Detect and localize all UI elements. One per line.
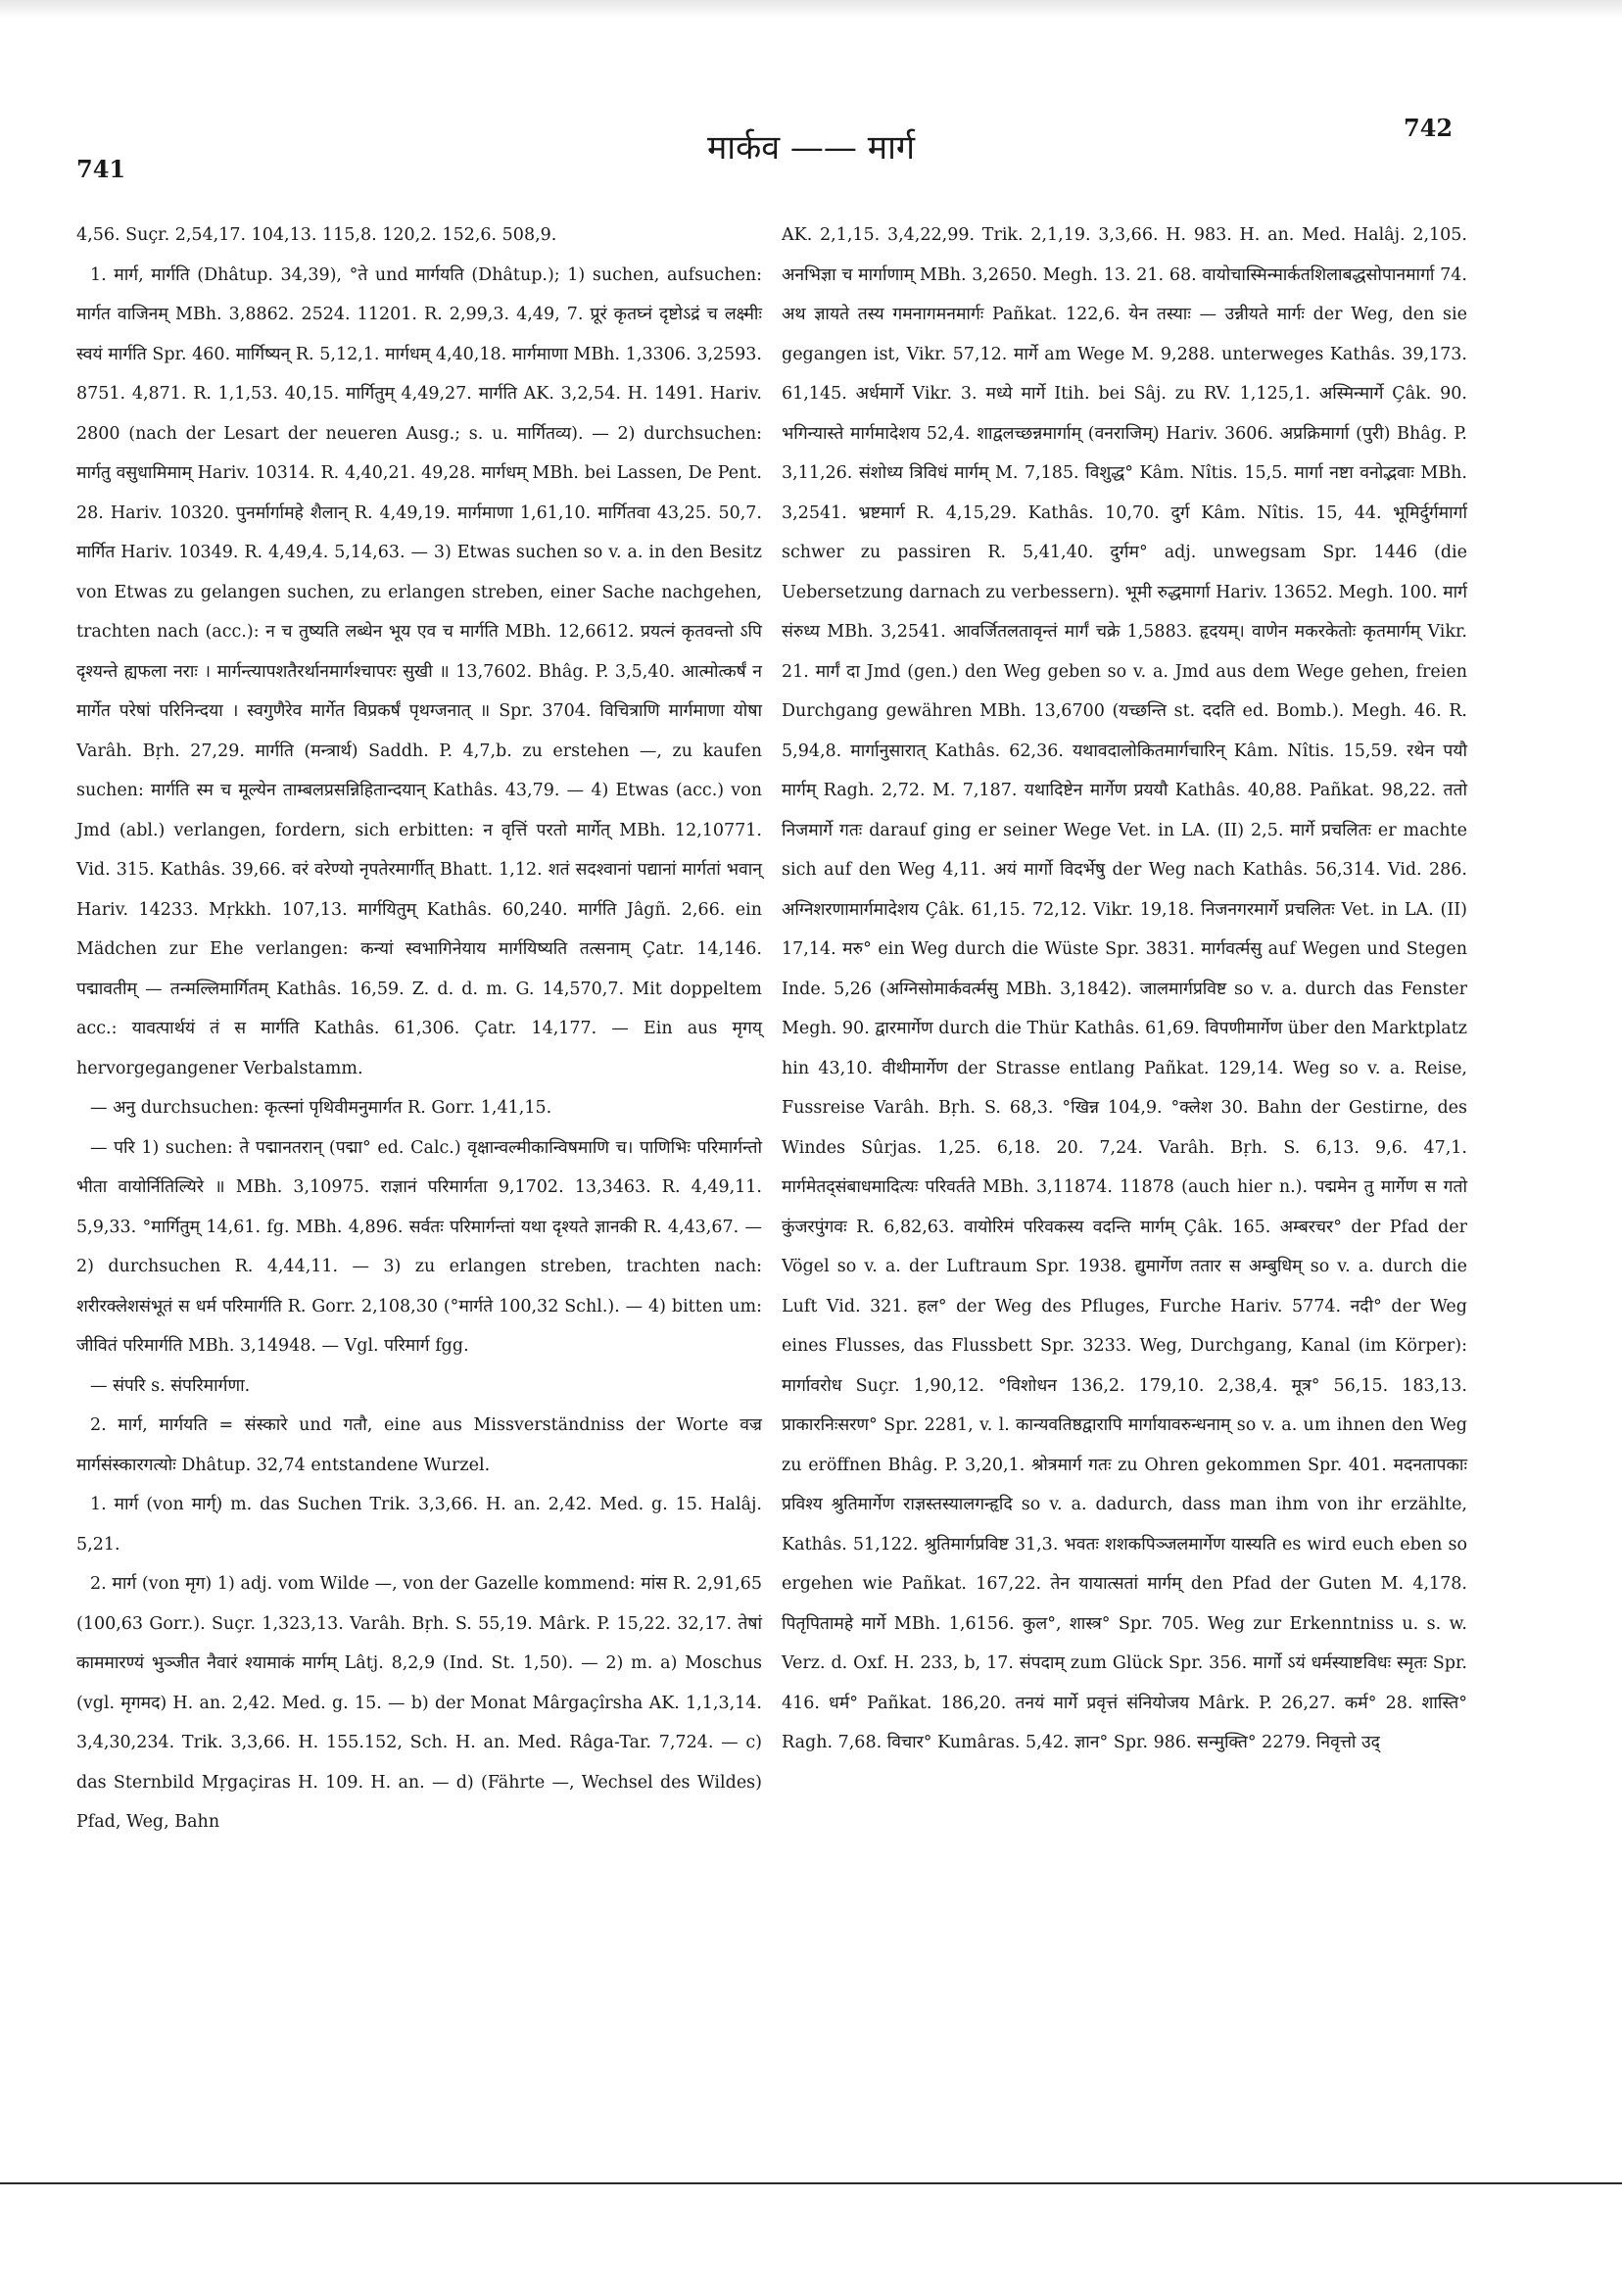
paragraph: 2. मार्ग (von मृग) 1) adj. vom Wilde —, von der Gazelle kommend: मांस R. 2,91,65 (100,63 Gorr.). Suçr. 1,323,13. Varâh. Bṛh. S. 55,19. Mârk. P. 15,22. 32,17. तेषां काममारण्यं भुञ्जीत नैवारं श्यामाकं मार्गम् Lâtj. 8,2,9 (Ind. St. 1,50). — 2) m. a) Moschus (vgl. मृगमद) H. an. 2,42. Med. g. 15. — b) der Monat Mârgaçîrsha AK. 1,1,3,14. 3,4,30,234. Trik. 3,3,66. H. 155.152, Sch. H. an. Med. Râga-Tar. 7,724. — c) das Sternbild Mṛgaçiras H. 109. H. an. — d) (Fährte —, Wechsel des Wildes) Pfad, Weg, Bahn: [76, 1574, 762, 1832]
page-number-left: 741: [76, 155, 126, 183]
paragraph: — संपरि s. संपरिमार्गणा.: [90, 1375, 251, 1396]
paragraph: 1. मार्ग, मार्गति (Dhâtup. 34,39), °ते und मार्गयति (Dhâtup.); 1) suchen, aufsuchen: मार्गत वाजिनम् MBh. 3,8862. 2524. 11201. R. 2,99,3. 4,49, 7. प्रूरं कृतघ्नं दृष्टोऽद्रं च लक्ष्मीः स्वयं मार्गति Spr. 460. मार्गिष्यन् R. 5,12,1. मार्गधम् 4,40,18. मार्गमाणा MBh. 1,3306. 3,2593. 8751. 4,871. R. 1,1,53. 40,15. मार्गितुम् 4,49,27. मार्गति AK. 3,2,54. H. 1491. Hariv. 2800 (nach der Lesart der neueren Ausg.; s. u. मार्गितव्य). — 2) durchsuchen: मार्गतु वसुधामिमाम् Hariv. 10314. R. 4,40,21. 49,28. मार्गधम् MBh. bei Lassen, De Pent. 28. Hariv. 10320. पुनर्मार्गामहे शैलान् R. 4,49,19. मार्गमाणा 1,61,10. मार्गितवा 43,25. 50,7. मार्गित Hariv. 10349. R. 4,49,4. 5,14,63. — 3) Etwas suchen so v. a. in den Besitz von Etwas zu gelangen suchen, zu erlangen streben, einer Sache nachgehen, trachten nach (acc.): न च तुष्यति लब्धेन भूय एव च मार्गति MBh. 12,6612. प्रयत्नं कृतवन्तो ऽपि दृश्यन्ते ह्यफला नराः । मार्गन्त्यापशतैरर्थानमार्गश्चापरः सुखी ॥ 13,7602. Bhâg. P. 3,5,40. आत्मोत्कर्षं न मार्गेत परेषां परिनिन्दया । स्वगुणैरेव मार्गेत विप्रकर्षं पृथग्जनात् ॥ Spr. 3704. विचित्राणि मार्गमाणा योषा Varâh. Bṛh. 27,29. मार्गति (मन्त्रार्थ) Saddh. P. 4,7,b. zu erstehen —, zu kaufen suchen: मार्गति स्म च मूल्येन ताम्बलप्रसन्निहितान्दयान् Kathâs. 43,79. — 4) Etwas (acc.) von Jmd (abl.) verlangen, fordern, sich erbitten: न वृत्तिं परतो मार्गेत् MBh. 12,10771. Vid. 315. Kathâs. 39,66. वरं वरेण्यो नृपतेरमार्गीत् Bhatt. 1,12. शतं सदश्वानां पद्यानां मार्गतां भवान् Hariv. 14233. Mṛkkh. 107,13. मार्गयितुम् Kathâs. 60,240. मार्गति Jâgñ. 2,66. ein Mädchen zur Ehe verlangen: कन्यां स्वभागिनेयाय मार्गयिष्यति तत्सनाम् Çatr. 14,146. पद्मावतीम् — तन्मल्लिमार्गितम् Kathâs. 16,59. Z. d. d. m. G. 14,570,7. Mit doppeltem acc.: यावत्पार्थयं तं स मार्गति Kathâs. 61,306. Çatr. 14,177. — Ein aus मृगय् hervorgegangener Verbalstamm.: [76, 264, 762, 1078]
left-column: [76, 215, 762, 1842]
running-head: मार्कव —— मार्ग: [706, 128, 916, 167]
paragraph: AK. 2,1,15. 3,4,22,99. Trik. 2,1,19. 3,3,66. H. 983. H. an. Med. Halâj. 2,105. अनभिज्ञा च मार्गाणाम् MBh. 3,2650. Megh. 13. 21. 68. वायोचास्मिन्मार्कतशिलाबद्धसोपानमार्गा 74. अथ ज्ञायते तस्य गमनागमनमार्गः Pañkat. 122,6. येन तस्याः — उन्नीयते मार्गः der Weg, den sie gegangen ist, Vikr. 57,12. मार्गे am Wege M. 9,288. unterweges Kathâs. 39,173. 61,145. अर्धमार्गे Vikr. 3. मध्ये मार्गे Itih. bei Sâj. zu RV. 1,125,1. अस्मिन्मार्गे Çâk. 90. भगिन्यास्ते मार्गमादेशय 52,4. शाद्वलच्छन्नमार्गाम् (वनराजिम्) Hariv. 3606. अप्रक्रिमार्गा (पुरी) Bhâg. P. 3,11,26. संशोध्य त्रिविधं मार्गम् M. 7,185. विशुद्ध° Kâm. Nîtis. 15,5. मार्गा नष्टा वनोद्भवाः MBh. 3,2541. भ्रष्टमार्ग R. 4,15,29. Kathâs. 10,70. दुर्ग Kâm. Nîtis. 15, 44. भूमिर्दुर्गमार्गा schwer zu passiren R. 5,41,40. दुर्गम° adj. unwegsam Spr. 1446 (die Uebersetzung darnach zu verbessern). भूमी रुद्धमार्गा Hariv. 13652. Megh. 100. मार्ग संरुध्य MBh. 3,2541. आवर्जितलतावृन्तं मार्गं चक्रे 1,5883. हृदयम्। वाणेन मकरकेतोः कृतमार्गम् Vikr. 21. मार्गं दा Jmd (gen.) den Weg geben so v. a. Jmd aus dem Wege gehen, freien Durchgang gewähren MBh. 13,6700 (यच्छन्ति st. ददति ed. Bomb.). Megh. 46. R. 5,94,8. मार्गानुसारात् Kathâs. 62,36. यथावदालोकितमार्गचारिन् Kâm. Nîtis. 15,59. रथेन पयौ मार्गम् Ragh. 2,72. M. 7,187. यथादिष्टेन मार्गेण प्रययौ Kathâs. 40,88. Pañkat. 98,22. ततो निजमार्गे गतः darauf ging er seiner Wege Vet. in LA. (II) 2,5. मार्गे प्रचलितः er machte sich auf den Weg 4,11. अयं मार्गो विदर्भेषु der Weg nach Kathâs. 56,314. Vid. 286. अग्निशरणामार्गमादेशय Çâk. 61,15. 72,12. Vikr. 19,18. निजनगरमार्गे प्रचलितः Vet. in LA. (II) 17,14. मरु° ein Weg durch die Wüste Spr. 3831. मार्गवर्त्मसु auf Wegen und Stegen Inde. 5,26 (अग्निसोमार्कवर्त्मसु MBh. 3,1842). जालमार्गप्रविष्ट so v. a. durch das Fenster Megh. 90. द्वारमार्गेण durch die Thür Kathâs. 61,69. विपणीमार्गेण über den Marktplatz hin 43,10. वीथीमार्गेण der Strasse entlang Pañkat. 129,14. Weg so v. a. Reise, Fussreise Varâh. Bṛh. S. 68,3. °खिन्न 104,9. °क्लेश 30. Bahn der Gestirne, des Windes Sûrjas. 1,25. 6,18. 20. 7,24. Varâh. Bṛh. S. 6,13. 9,6. 47,1. मार्गमेतद्संबाधमादित्यः परिवर्तते MBh. 3,11874. 11878 (auch hier n.). पद्ममेन तु मार्गेण स गतो कुंजरपुंगवः R. 6,82,63. वायोरिमं परिवकस्य वदन्ति मार्गम् Çâk. 165. अम्बरचर° der Pfad der Vögel so v. a. der Luftraum Spr. 1938. द्युमार्गेण ततार स अम्बुधिम् so v. a. durch die Luft Vid. 321. हल° der Weg des Pfluges, Furche Hariv. 5774. नदी° der Weg eines Flusses, das Flussbett Spr. 3233. Weg, Durchgang, Kanal (im Körper): मार्गावरोध Suçr. 1,90,12. °विशोधन 136,2. 179,10. 2,38,4. मूत्र° 56,15. 183,13. प्राकारनिःसरण° Spr. 2281, v. l. कान्यवतिष्ठद्वारापि मार्गायावरुन्धनाम् so v. a. um ihnen den Weg zu eröffnen Bhâg. P. 3,20,1. श्रोत्रमार्ग गतः zu Ohren gekommen Spr. 401. मदनतापकाः प्रविश्य श्रुतिमार्गेण राज्ञस्तस्यालगन्हृदि so v. a. dadurch, dass man ihm von ihr erzählte, Kathâs. 51,122. श्रुतिमार्गप्रविष्ट 31,3. भवतः शशकपिञ्जलमार्गेण यास्यति es wird euch eben so ergehen wie Pañkat. 167,22. तेन यायात्सतां मार्गम् den Pfad der Guten M. 4,178. पितृपितामहे मार्गे MBh. 1,6156. कुल°, शास्त्र° Spr. 705. Weg zur Erkenntniss u. s. w. Verz. d. Oxf. H. 233, b, 17. संपदाम् zum Glück Spr. 356. मार्गो ऽयं धर्मस्याष्टविधः स्मृतः Spr. 416. धर्म° Pañkat. 186,20. तनयं मार्गे प्रवृत्तं संनियोजय Mârk. P. 26,27. कर्म° 28. शास्ति° Ragh. 7,68. विचार° Kumâras. 5,42. ज्ञान° Spr. 986. सन्मुक्ति° 2279. निवृत्तो उद्: [782, 225, 1467, 1752]
paragraph: 1. मार्ग (von मार्ग्) m. das Suchen Trik. 3,3,66. H. an. 2,42. Med. g. 15. Halâj. 5,21.: [76, 1495, 762, 1555]
paragraph: — परि 1) suchen: ते पद्मानतरान् (पद्मा° ed. Calc.) वृक्षान्वल्मीकान्विषमाणि च। पाणिभिः परिमार्गन्तो भीता वायोर्नितिल्यिरे ॥ MBh. 3,10975. राज्ञानं परिमार्गता 9,1702. 13,3463. R. 4,49,11. 5,9,33. °मार्गितुम् 14,61. fg. MBh. 4,896. सर्वतः परिमार्गन्तां यथा दृश्यते ज्ञानकी R. 4,43,67. — 2) durchsuchen R. 4,44,11. — 3) zu erlangen streben, trachten nach: शरीरक्लेशसंभूतं स धर्म परिमार्गति R. Gorr. 2,108,30 (°मार्गते 100,32 Schl.). — 4) bitten um: जीवितं परिमार्गति MBh. 3,14948. — Vgl. परिमार्ग fgg.: [76, 1137, 762, 1356]
right-column: [782, 215, 1467, 1763]
page-number-right: 742: [1404, 114, 1454, 142]
paragraph: 4,56. Suçr. 2,54,17. 104,13. 115,8. 120,2. 152,6. 508,9.: [76, 225, 557, 245]
paragraph: — अनु durchsuchen: कृत्स्नां पृथिवीमनुमार्गत R. Gorr. 1,41,15.: [90, 1098, 552, 1118]
paragraph: 2. मार्ग, मार्गयति = संस्कारे und गतौ, eine aus Missverständniss der Worte वज्र मार्गसंस्कारगत्योः Dhâtup. 32,74 entstandene Wurzel.: [76, 1415, 762, 1475]
bottom-rule: [0, 2182, 1622, 2184]
scan-edge: [0, 0, 1622, 18]
